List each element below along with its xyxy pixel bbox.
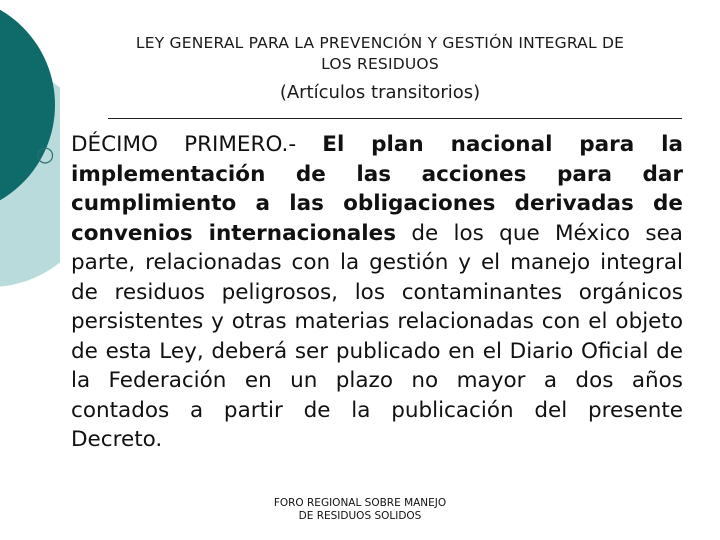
slide-title-line-1: LEY GENERAL PARA LA PREVENCIÓN Y GESTIÓN INTEGRAL DE: [135, 34, 625, 52]
slide-subtitle: (Artículos transitorios): [279, 82, 481, 103]
slide-footer: [200, 497, 520, 523]
bullet-icon: ○: [36, 142, 55, 166]
footer-line-2: DE RESIDUOS SOLIDOS: [298, 510, 422, 522]
article-paragraph: [71, 130, 683, 455]
title-divider: [108, 118, 682, 119]
footer-line-1: FORO REGIONAL SOBRE MANEJO: [273, 497, 447, 509]
article-bold-text: El plan nacional para la implementación de las acciones para dar cumplimiento a las obligaciones derivadas de convenios internacionales: [71, 132, 683, 246]
article-rest-text: de los que México sea parte, relacionadas con la gestión y el manejo integral de residuos peligrosos, los contaminantes orgánicos persistentes y otras materias relacionadas con el objeto de esta Ley, deberá ser publicado en el Diario Oficial de la Federación en un plazo no mayor a dos años contados a partir de la publicación del presente Decreto.: [71, 220, 683, 452]
article-label: DÉCIMO PRIMERO.-: [71, 132, 323, 157]
slide-title-line-2: LOS RESIDUOS: [321, 55, 439, 73]
